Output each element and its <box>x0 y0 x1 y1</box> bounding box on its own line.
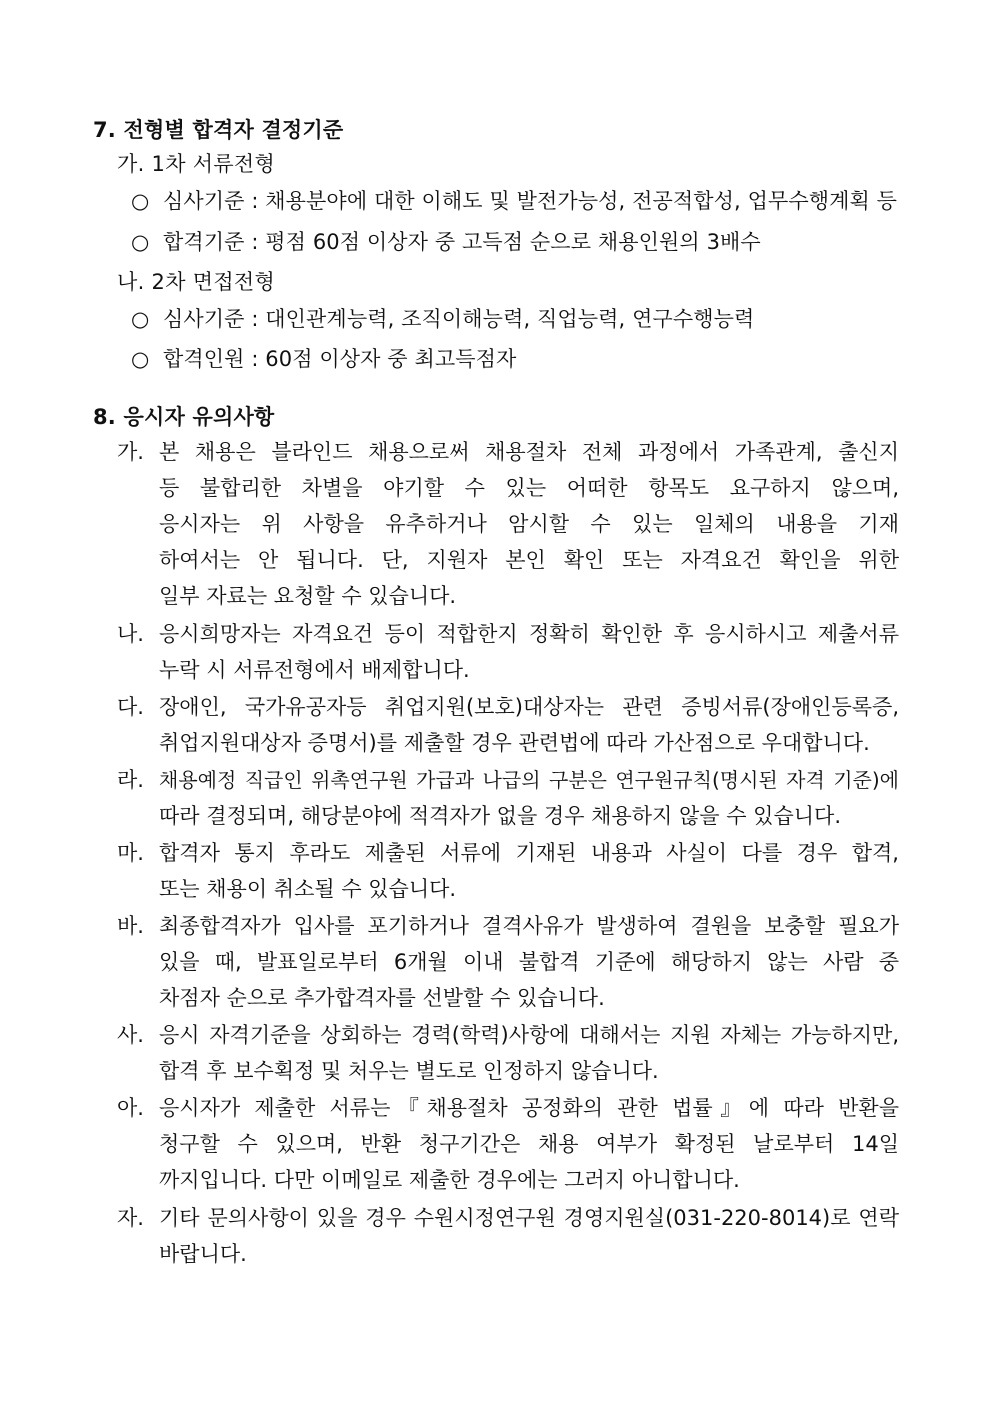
item-line: 합격 후 보수획정 및 처우는 별도로 인정하지 않습니다. <box>159 1059 659 1083</box>
notice-item-na <box>117 616 899 688</box>
notice-item-ma <box>117 835 899 907</box>
item-line: 청구할 수 있으며, 반환 청구기간은 채용 여부가 확정된 날로부터 14일 <box>159 1132 899 1156</box>
circle-bullet-icon: ○ <box>131 189 150 213</box>
section-7-sub-b-label: 나. 2차 면접전형 <box>117 270 276 294</box>
notice-item-ba <box>117 908 899 1016</box>
item-line: 취업지원대상자 증명서)를 제출할 경우 관련법에 따라 가산점으로 우대합니다. <box>159 731 870 755</box>
item-line: 누락 시 서류전형에서 배제합니다. <box>159 658 470 682</box>
item-line: 합격자 통지 후라도 제출된 서류에 기재된 내용과 사실이 다를 경우 합격, <box>159 841 899 865</box>
section-7-a-bullet-1 <box>131 187 901 215</box>
notice-item-da <box>117 689 899 761</box>
notice-item-ja <box>117 1200 899 1272</box>
bullet-text: 심사기준 : 채용분야에 대한 이해도 및 발전가능성, 전공적합성, 업무수행계획 등 <box>163 189 898 213</box>
item-marker: 사. <box>117 1023 144 1047</box>
item-line: 있을 때, 발표일로부터 6개월 이내 불합격 기준에 해당하지 않는 사람 중 <box>159 950 899 974</box>
item-marker: 바. <box>117 914 144 938</box>
section-7-heading: 7. 전형별 합격자 결정기준 <box>93 118 344 142</box>
section-7-b-bullet-2 <box>131 345 901 373</box>
item-line: 등 불합리한 차별을 야기할 수 있는 어떠한 항목도 요구하지 않으며, <box>159 476 899 500</box>
item-marker: 라. <box>117 768 144 792</box>
item-line: 기타 문의사항이 있을 경우 수원시정연구원 경영지원실(031-220-8014)로 연락 <box>159 1206 899 1230</box>
item-marker: 자. <box>117 1206 144 1230</box>
item-line: 응시자는 위 사항을 유추하거나 암시할 수 있는 일체의 내용을 기재 <box>159 512 899 536</box>
item-line: 까지입니다. 다만 이메일로 제출한 경우에는 그러지 아니합니다. <box>159 1168 740 1192</box>
section-7-a-bullet-2 <box>131 228 901 256</box>
item-line: 최종합격자가 입사를 포기하거나 결격사유가 발생하여 결원을 보충할 필요가 <box>159 914 899 938</box>
item-line: 하여서는 안 됩니다. 단, 지원자 본인 확인 또는 자격요건 확인을 위한 <box>159 548 899 572</box>
item-marker: 나. <box>117 622 144 646</box>
section-7-sub-a-label: 가. 1차 서류전형 <box>117 152 276 176</box>
item-line: 또는 채용이 취소될 수 있습니다. <box>159 877 457 901</box>
item-marker: 다. <box>117 695 144 719</box>
notice-item-ra <box>117 762 899 834</box>
circle-bullet-icon: ○ <box>131 307 150 331</box>
section-8-heading: 8. 응시자 유의사항 <box>93 405 275 429</box>
item-line: 차점자 순으로 추가합격자를 선발할 수 있습니다. <box>159 986 605 1010</box>
bullet-text: 합격기준 : 평점 60점 이상자 중 고득점 순으로 채용인원의 3배수 <box>163 230 761 254</box>
item-line: 본 채용은 블라인드 채용으로써 채용절차 전체 과정에서 가족관계, 출신지 <box>159 440 899 464</box>
bullet-text: 합격인원 : 60점 이상자 중 최고득점자 <box>163 347 517 371</box>
item-marker: 아. <box>117 1096 144 1120</box>
item-marker: 가. <box>117 440 144 464</box>
item-marker: 마. <box>117 841 144 865</box>
item-line: 장애인, 국가유공자등 취업지원(보호)대상자는 관련 증빙서류(장애인등록증, <box>159 695 899 719</box>
circle-bullet-icon: ○ <box>131 230 150 254</box>
item-line: 응시희망자는 자격요건 등이 적합한지 정확히 확인한 후 응시하시고 제출서류 <box>159 622 899 646</box>
item-line: 바랍니다. <box>159 1242 247 1266</box>
item-line: 채용예정 직급인 위촉연구원 가급과 나급의 구분은 연구원규칙(명시된 자격 기준)에 <box>159 768 899 792</box>
notice-item-a <box>117 1090 899 1198</box>
notice-item-sa <box>117 1017 899 1089</box>
section-7-b-bullet-1 <box>131 305 901 333</box>
bullet-text: 심사기준 : 대인관계능력, 조직이해능력, 직업능력, 연구수행능력 <box>163 307 755 331</box>
circle-bullet-icon: ○ <box>131 347 150 371</box>
item-line: 일부 자료는 요청할 수 있습니다. <box>159 584 457 608</box>
item-line: 따라 결정되며, 해당분야에 적격자가 없을 경우 채용하지 않을 수 있습니다. <box>159 804 842 828</box>
item-line: 응시 자격기준을 상회하는 경력(학력)사항에 대해서는 지원 자체는 가능하지만, <box>159 1023 899 1047</box>
notice-item-ga <box>117 434 899 614</box>
item-line: 응시자가 제출한 서류는『채용절차 공정화의 관한 법률』에 따라 반환을 <box>159 1096 899 1120</box>
